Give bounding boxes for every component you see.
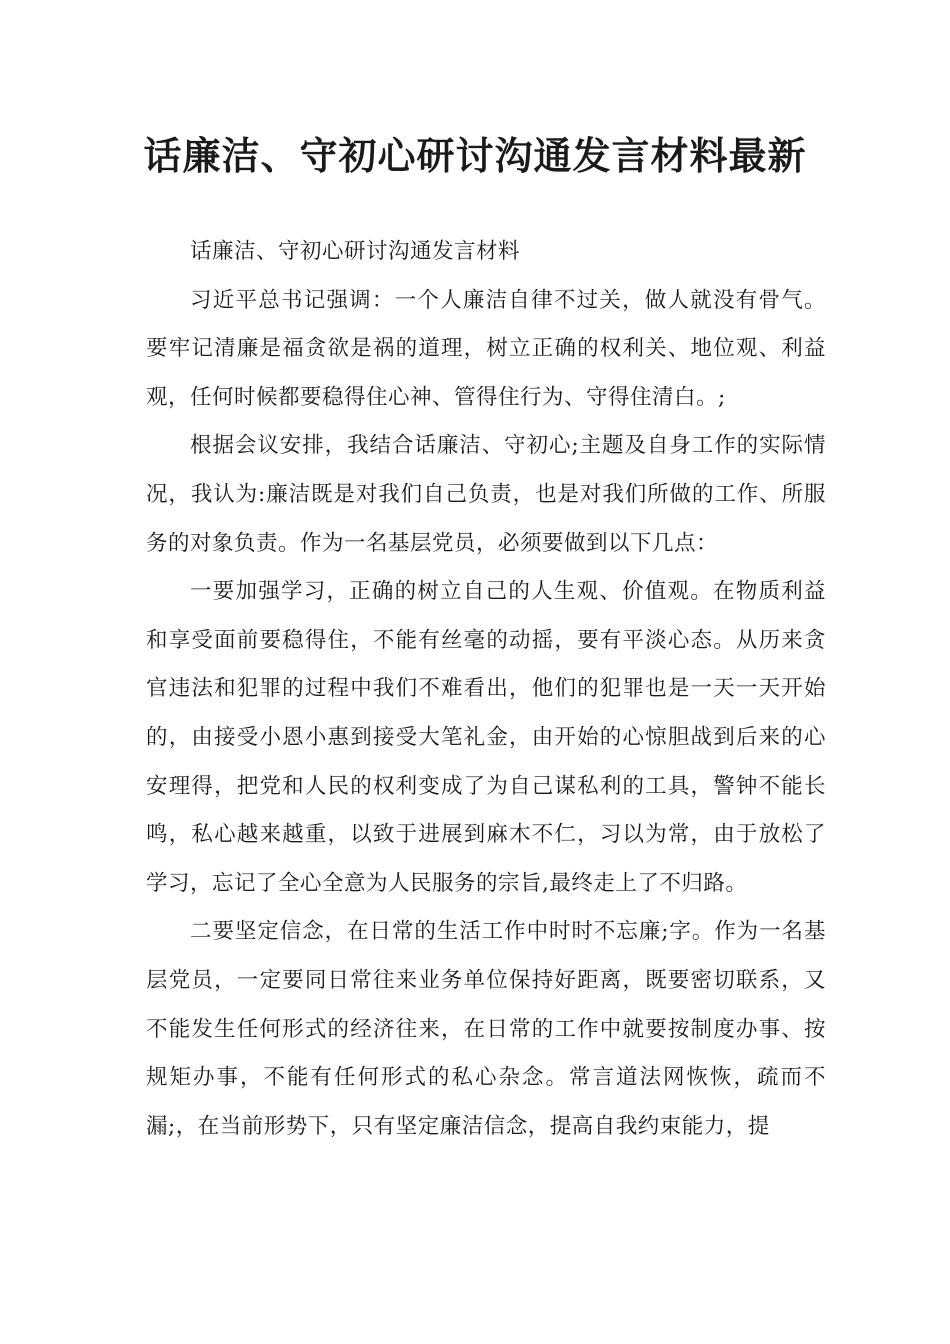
body-paragraph: 根据会议安排，我结合话廉洁、守初心;主题及自身工作的实际情况，我认为:廉洁既是对我们自己负责，也是对我们所做的工作、所服务的对象负责。作为一名基层党员，必须要做到以下几点：	[146, 433, 826, 556]
subtitle-paragraph: 话廉洁、守初心研讨沟通发言材料	[190, 239, 521, 264]
body-paragraph: 二要坚定信念，在日常的生活工作中时时不忘廉;字。作为一名基层党员，一定要同日常往来业务单位保持好距离，既要密切联系，又不能发生任何形式的经济往来，在日常的工作中就要按制度办事、按规矩办事，不能有任何形式的私心杂念。常言道法网恢恢，疏而不漏;，在当前形势下，只有坚定廉洁信念，提高自我约束能力，提	[146, 919, 826, 1139]
body-paragraph: 一要加强学习，正确的树立自己的人生观、价值观。在物质利益和享受面前要稳得住，不能有丝毫的动摇，要有平淡心态。从历来贪官违法和犯罪的过程中我们不难看出，他们的犯罪也是一天一天开始的，由接受小恩小惠到接受大笔礼金，由开始的心惊胆战到后来的心安理得，把党和人民的权利变成了为自己谋私利的工具，警钟不能长鸣，私心越来越重，以致于进展到麻木不仁，习以为常，由于放松了学习，忘记了全心全意为人民服务的宗旨,最终走上了不归路。	[146, 579, 826, 896]
document-body	[146, 228, 826, 1151]
body-paragraph: 习近平总书记强调：一个人廉洁自律不过关，做人就没有骨气。要牢记清廉是福贪欲是祸的道理，树立正确的权利关、地位观、利益观，任何时候都要稳得住心神、管得住行为、守得住清白。;	[146, 287, 826, 410]
document-title: 话廉洁、守初心研讨沟通发言材料最新	[143, 134, 807, 178]
